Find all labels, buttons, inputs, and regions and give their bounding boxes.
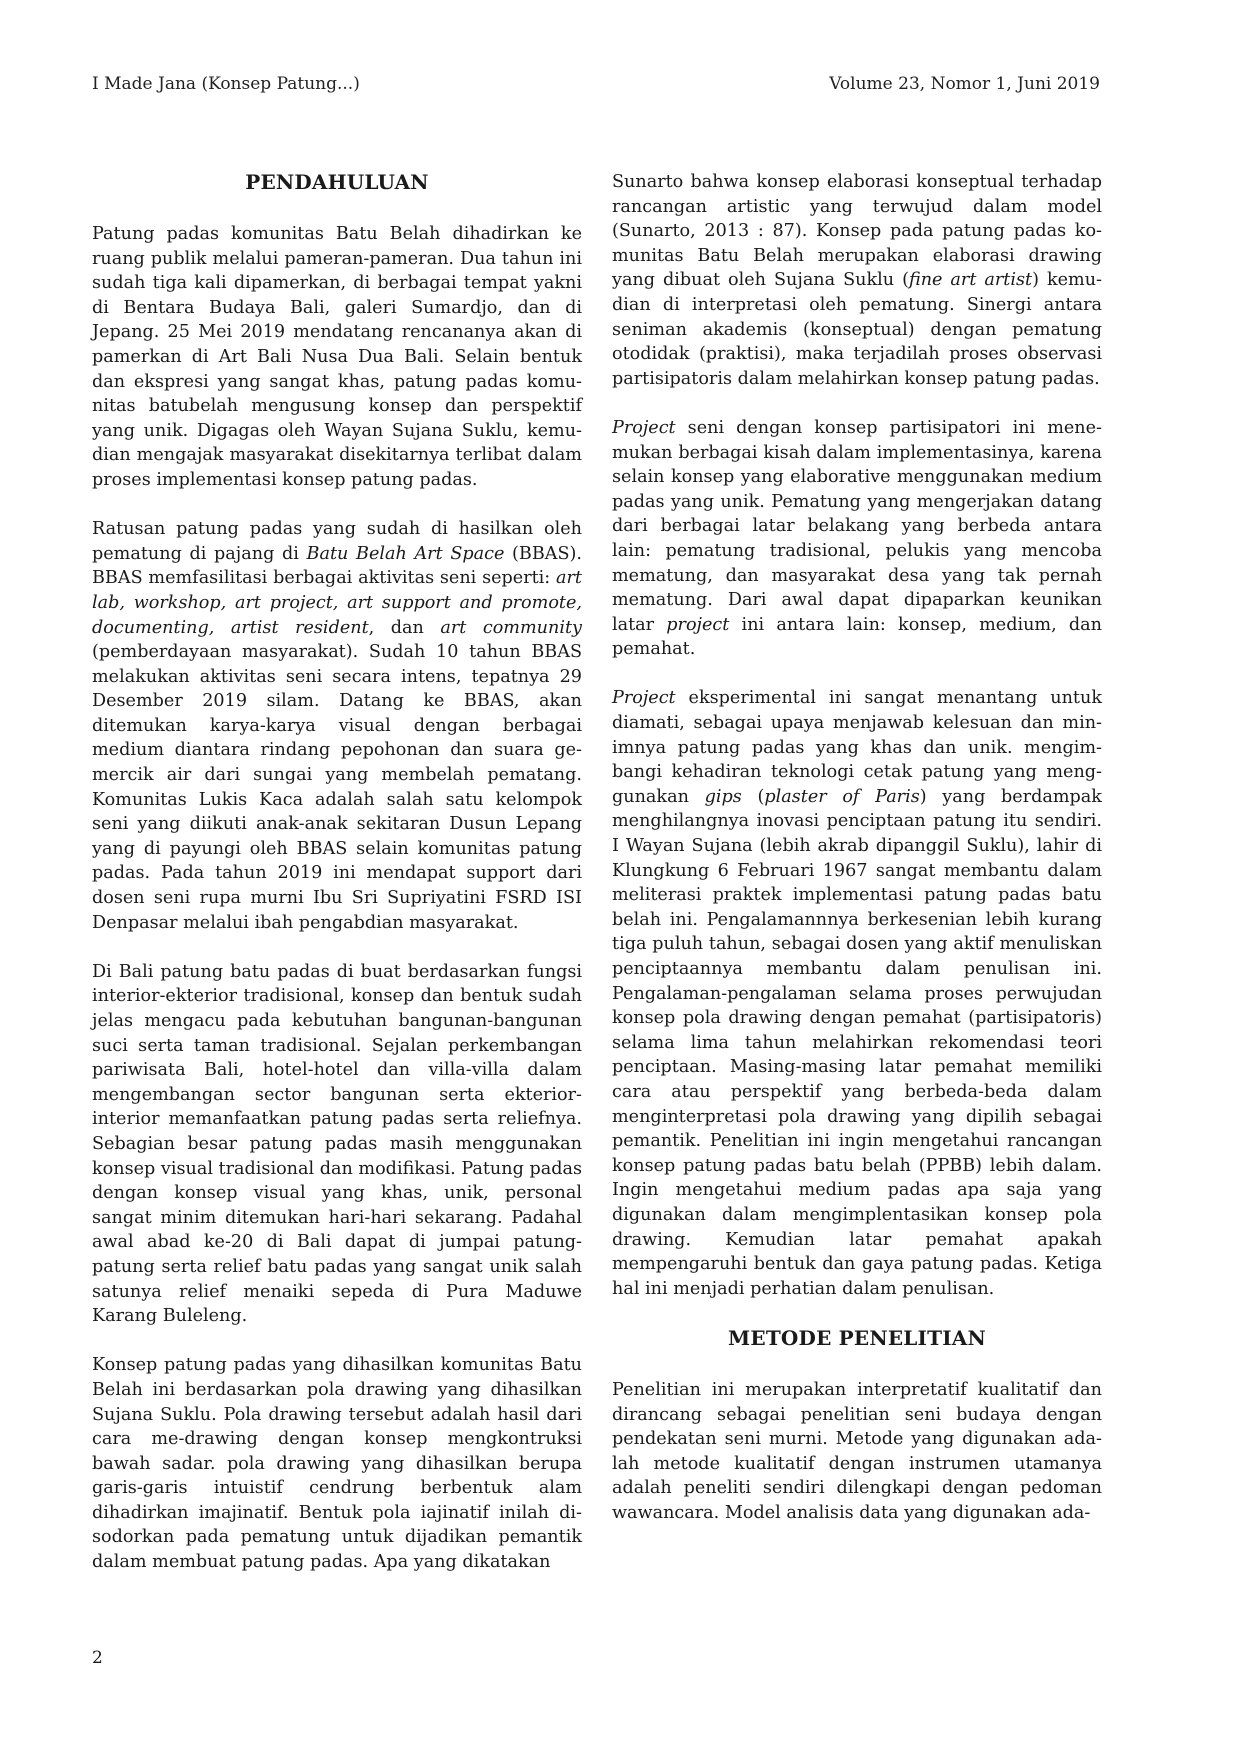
italic-run: art lab, workshop, art project, art support and promote, documenting, artist resident xyxy=(92,568,582,638)
text-run: , dan xyxy=(368,617,441,638)
paragraph xyxy=(612,170,1102,391)
text-run: eksperimental ini sangat menantang untuk diamati, sebagai upaya menjawab kelesuan dan minimnya patung padas yang khas dan unik. mengimbangi kehadiran teknologi cetak patung yang menggunakan xyxy=(612,688,1102,807)
paragraph: Penelitian ini merupakan interpretatif kualitatif dan dirancang sebagai penelitian seni budaya dengan pendekatan seni murni. Metode yang digunakan adalah metode kualitatif dengan instrumen utamanya adalah peneliti sendiri dilengkapi dengan pedoman wawancara. Model analisis data yang digunakan ada- xyxy=(612,1379,1102,1523)
paragraph: Patung padas komunitas Batu Belah dihadirkan ke ruang publik melalui pameran-pameran. Dua tahun ini sudah tiga kali dipamerkan, di berbagai tempat yakni di Bentara Budaya Bali, galeri Sumardjo, dan di Jepang. 25 Mei 2019 mendatang rencananya akan di pamerkan di Art Bali Nusa Dua Bali. Selain bentuk dan ekspresi yang sangat khas, patung padas komunitas batubelah mengusung konsep dan perspektif yang unik. Digagas oleh Wayan Sujana Suklu, kemudian mengajak masyarakat disekitarnya terlibat dalam proses implementasi konsep patung padas. xyxy=(92,224,582,490)
text-run: ( xyxy=(741,786,765,807)
paragraph: Konsep patung padas yang dihasilkan komunitas Batu Belah ini berdasarkan pola drawing yang dihasilkan Sujana Suklu. Pola drawing tersebut adalah hasil dari cara me-drawing dengan konsep mengkontruksi bawah sadar. pola drawing yang dihasilkan berupa garis-garis intuistif cendrung berbentuk alam dihadirkan imajinatif. Bentuk pola iajinatif inilah disodorkan pada pematung untuk dijadikan pemantik dalam membuat patung padas. Apa yang dikatakan xyxy=(92,1355,582,1573)
section-heading-metode-penelitian: METODE PENELITIAN xyxy=(728,1325,986,1350)
italic-run: plaster of Paris xyxy=(764,786,920,807)
paragraph xyxy=(92,517,582,935)
text-run: seni dengan konsep partisipatori ini menemukan berbagai kisah dalam implementasinya, karena selain konsep yang elaborative menggunakan medium padas yang unik. Pematung yang mengerjakan datang dari berbagai latar belakang yang berbeda antara lain: pematung tradisional, pelukis yang mencoba mematung, dan masyarakat desa yang tak pernah mematung. Dari awal dapat dipaparkan keunikan latar xyxy=(612,417,1102,635)
text-run: ini antara lain: konsep, medium, dan pemahat. xyxy=(612,614,1102,660)
section-heading-pendahuluan: PENDAHULUAN xyxy=(245,170,429,194)
text-run: ) yang berdampak menghilangnya inovasi penciptaan patung itu sendiri. I Wayan Sujana (lebih akrab dipanggil Suklu), lahir di Klungkung 6 Februari 1967 sangat membantu dalam meliterasi praktek implementasi patung padas batu belah ini. Pengalamannnya berkesenian lebih kurang tiga puluh tahun, sebagai dosen yang aktif menuliskan penciptaannya membantu dalam penulisan ini. Pengalaman-pengalaman selama proses perwujudan konsep pola drawing dengan pemahat (partisipatoris) selama lima tahun melahirkan rekomendasi teori penciptaan. Masing-masing latar pemahat memiliki cara atau perspektif yang berbeda-beda dalam menginterpretasi pola drawing yang dipilih sebagai pemantik. Penelitian ini ingin mengetahui rancangan konsep patung padas batu belah (PPBB) lebih dalam. Ingin mengetahui medium padas apa saja yang digunakan dalam mengimplentasikan konsep pola drawing. Kemudian latar pemahat apakah mempengaruhi bentuk dan gaya patung padas. Ketiga hal ini menjadi perhatian dalam penulisan. xyxy=(612,786,1102,1299)
text-run: Sunarto bahwa konsep elaborasi konseptual terhadap rancangan artistic yang terwujud dalam model (Sunarto, 2013 : 87). Konsep pada patung padas komunitas Batu Belah merupakan elaborasi drawing yang dibuat oleh Sujana Suklu ( xyxy=(612,172,1102,291)
text-run: ) kemudian di interpretasi oleh pematung. Sinergi antara seniman akademis (konseptual) dengan pematung otodidak (praktisi), maka terjadilah proses observasi partisipatoris dalam melahirkan konsep patung padas. xyxy=(612,270,1102,389)
text-run: (BBAS). BBAS memfasilitasi berbagai aktivitas seni seperti: xyxy=(92,543,582,589)
running-head-right: Volume 23, Nomor 1, Juni 2019 xyxy=(829,74,1100,94)
italic-run: project xyxy=(666,614,730,635)
paragraph: Di Bali patung batu padas di buat berdasarkan fungsi interior-ekterior tradisional, konsep dan bentuk sudah jelas mengacu pada kebutuhan bangunan-bangunan suci serta taman tradisional. Sejalan perkembangan pariwisata Bali, hotel-hotel dan villa-villa dalam mengembangan sector bangunan serta ekterior-interior memanfaatkan patung padas serta reliefnya. Sebagian besar patung padas masih menggunakan konsep visual tradisional dan modifikasi. Patung padas dengan konsep visual yang khas, unik, personal sangat minim ditemukan hari-hari sekarang. Padahal awal abad ke-20 di Bali dapat di jumpai patung-patung serta relief batu padas yang sangat unik salah satunya relief menaiki sepeda di Pura Maduwe Karang Buleleng. xyxy=(92,961,582,1327)
paragraph xyxy=(612,686,1102,1301)
left-column xyxy=(92,170,582,1599)
italic-run: Project xyxy=(612,417,676,438)
italic-run: Project xyxy=(612,688,676,709)
italic-run: art community xyxy=(440,617,582,638)
paragraph xyxy=(612,416,1102,662)
page-number: 2 xyxy=(92,1648,103,1668)
right-column xyxy=(612,170,1102,1550)
running-head-left: I Made Jana (Konsep Patung...) xyxy=(92,74,360,94)
italic-run: Batu Belah Art Space xyxy=(306,543,505,564)
italic-run: fine art artist xyxy=(908,270,1033,291)
text-run: (pemberdayaan masyarakat). Sudah 10 tahun BBAS melakukan aktivitas seni secara intens, tepatnya 29 Desember 2019 silam. Datang ke BBAS, akan ditemukan karya-karya visual dengan berbagai medium diantara rindang pepohonan dan suara gemercik air dari sungai yang membelah pematang. Komunitas Lukis Kaca adalah salah satu kelompok seni yang diikuti anak-anak sekitaran Dusun Lepang yang di payungi oleh BBAS selain komunitas patung padas. Pada tahun 2019 ini mendapat support dari dosen seni rupa murni Ibu Sri Supriyatini FSRD ISI Denpasar melalui ibah pengabdian masyarakat. xyxy=(92,642,582,933)
italic-run: gips xyxy=(704,786,742,807)
text-run: Ratusan patung padas yang sudah di hasilkan oleh pematung di pajang di xyxy=(92,519,582,564)
